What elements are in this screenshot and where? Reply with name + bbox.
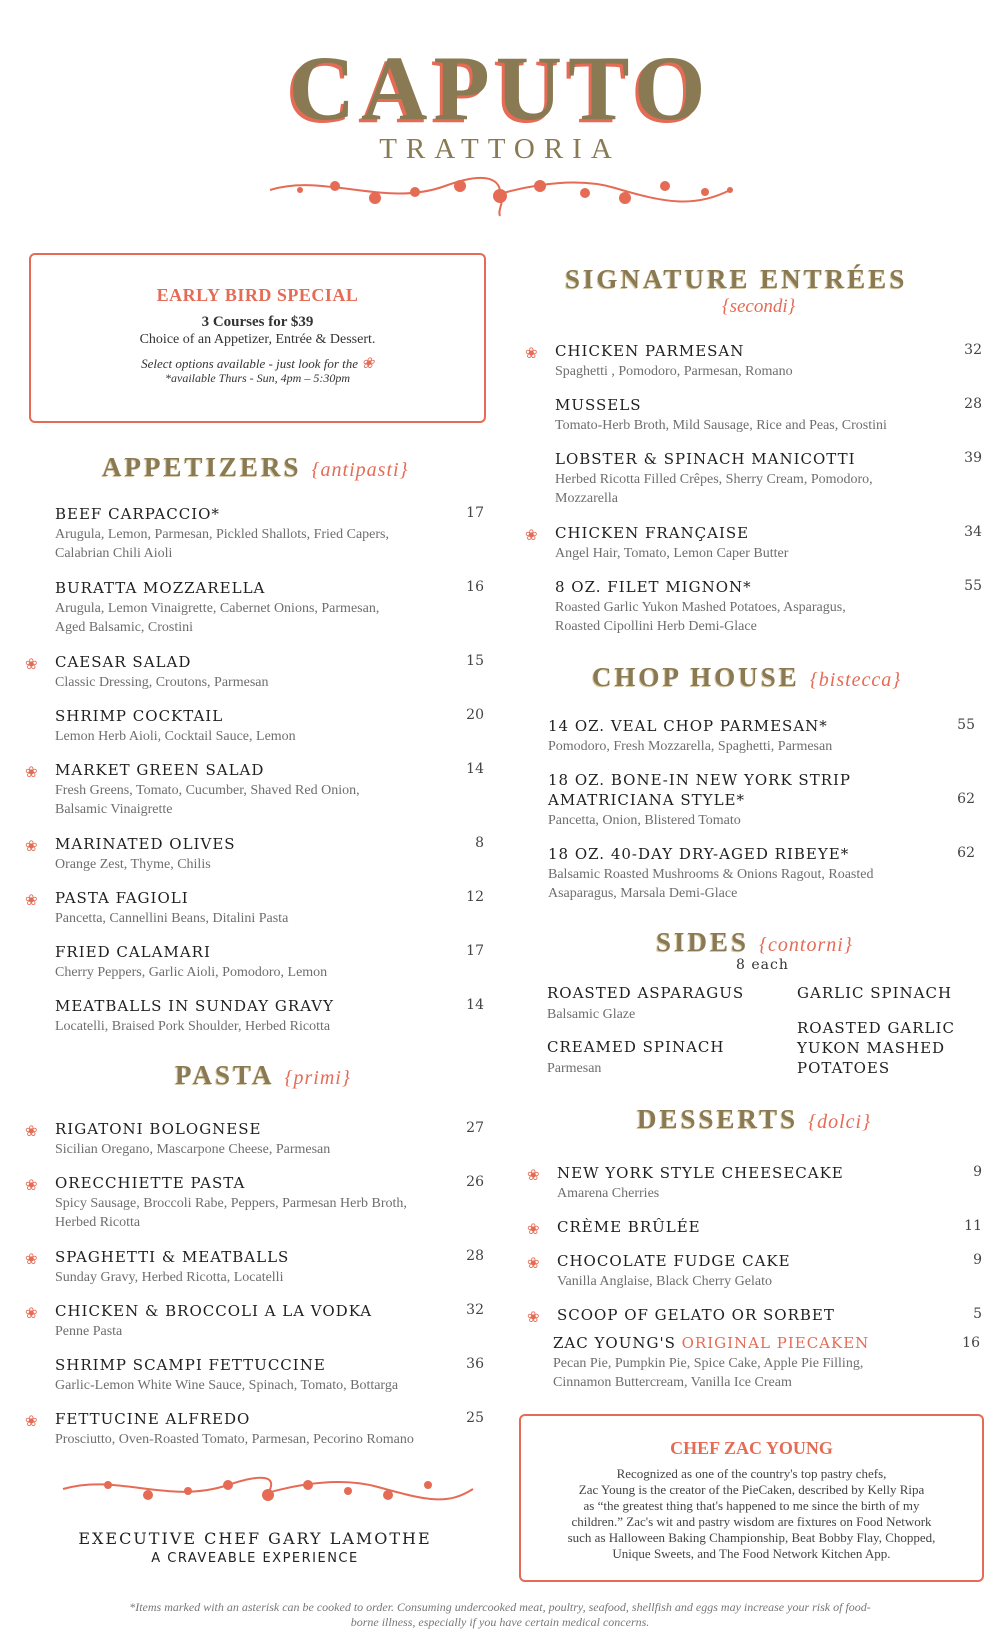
menu-item-price: 39: [964, 450, 982, 466]
menu-item-price: 28: [466, 1248, 484, 1264]
menu-item-desc: Pomodoro, Fresh Mozzarella, Spaghetti, Parmesan: [548, 739, 833, 754]
restaurant-subtitle: TRATTORIA: [379, 133, 621, 165]
menu-item-desc: Balsamic Vinaigrette: [55, 802, 173, 817]
menu-item-name: BEEF CARPACCIO*: [55, 505, 220, 523]
menu-item-desc: Roasted Garlic Yukon Mashed Potatoes, Asparagus,: [555, 600, 846, 615]
rose-icon: ❀: [25, 1412, 38, 1430]
menu-item-desc: Mozzarella: [555, 491, 618, 506]
menu-item-desc: Arugula, Lemon, Parmesan, Pickled Shallots, Fried Capers,: [55, 527, 389, 542]
menu-item-price: 26: [466, 1174, 484, 1190]
rose-icon: ❀: [525, 344, 538, 362]
vine-ornament-top-icon: [265, 168, 735, 218]
menu-item-desc: Sunday Gravy, Herbed Ricotta, Locatelli: [55, 1270, 284, 1285]
menu-item-name: CHICKEN PARMESAN: [555, 342, 745, 360]
side-name: CREAMED SPINACH: [547, 1038, 725, 1056]
restaurant-logo: CAPUTO: [288, 37, 712, 139]
menu-item-name: FETTUCINE ALFREDO: [55, 1410, 251, 1428]
menu-item-name: SPAGHETTI & MEATBALLS: [55, 1248, 290, 1266]
chef-bio-line: Recognized as one of the country's top pastry chefs,: [616, 1466, 887, 1481]
menu-item-name: CRÈME BRÛLÉE: [557, 1218, 701, 1236]
menu-item-price: 20: [466, 707, 484, 723]
rose-icon: ❀: [527, 1254, 540, 1272]
menu-item-price: 55: [957, 717, 975, 733]
chef-bio-line: Zac Young is the creator of the PieCaken, described by Kelly Ripa: [578, 1482, 925, 1497]
menu-item-name: CHICKEN & BROCCOLI A LA VODKA: [55, 1302, 373, 1320]
sides-price-note: 8 each: [736, 957, 789, 973]
early-bird-hours: *available Thurs - Sun, 4pm – 5:30pm: [165, 371, 350, 385]
menu-item-desc: Vanilla Anglaise, Black Cherry Gelato: [557, 1274, 772, 1289]
menu-item-name: RIGATONI BOLOGNESE: [55, 1120, 262, 1138]
menu-item-name: MARINATED OLIVES: [55, 835, 236, 853]
side-name: ROASTED ASPARAGUS: [547, 984, 745, 1002]
menu-item-name: FRIED CALAMARI: [55, 943, 211, 961]
menu-item-price: 55: [964, 578, 982, 594]
rose-icon: ❀: [25, 1176, 38, 1194]
menu-item-desc: Sicilian Oregano, Mascarpone Cheese, Parmesan: [55, 1142, 331, 1157]
menu-item-price: 9: [973, 1164, 982, 1180]
chef-bio-line: Unique Sweets, and The Food Network Kitchen App.: [612, 1546, 891, 1561]
menu-item-name: NEW YORK STYLE CHEESECAKE: [557, 1164, 844, 1182]
menu-item-name: 8 OZ. FILET MIGNON*: [555, 578, 752, 596]
rose-icon: ❀: [25, 891, 38, 909]
menu-item-desc: Tomato-Herb Broth, Mild Sausage, Rice and Peas, Crostini: [555, 418, 887, 433]
menu-item-name: SHRIMP SCAMPI FETTUCCINE: [55, 1356, 326, 1374]
menu-item-desc: Asaparagus, Marsala Demi-Glace: [548, 886, 738, 901]
side-name: GARLIC SPINACH: [797, 984, 953, 1002]
menu-item-price: 5: [973, 1306, 982, 1322]
piecaken-name: ZAC YOUNG'S ORIGINAL PIECAKEN: [553, 1334, 870, 1352]
menu-item-price: 32: [964, 342, 982, 358]
side-name: YUKON MASHED: [797, 1039, 946, 1057]
menu-item-price: 25: [466, 1410, 484, 1426]
menu-item-desc: Garlic-Lemon White Wine Sauce, Spinach, Tomato, Bottarga: [55, 1378, 399, 1393]
early-bird-price: 3 Courses for $39: [201, 314, 314, 330]
chef-zac-box: [519, 1414, 984, 1582]
side-name: ROASTED GARLIC: [797, 1019, 955, 1037]
menu-item-price: 14: [466, 997, 484, 1013]
menu-item-desc: Herbed Ricotta Filled Crêpes, Sherry Cream, Pomodoro,: [555, 472, 873, 487]
menu-item-price: 11: [964, 1218, 982, 1234]
section-title-chophouse: CHOP HOUSE {bistecca}: [592, 662, 902, 692]
rose-icon: ❀: [361, 356, 374, 372]
menu-item-desc: Aged Balsamic, Crostini: [55, 620, 194, 635]
menu-item-desc: Locatelli, Braised Pork Shoulder, Herbed Ricotta: [55, 1019, 331, 1034]
menu-item-price: 62: [957, 791, 975, 807]
piecaken-price: 16: [962, 1335, 980, 1351]
rose-icon: ❀: [25, 1304, 38, 1322]
chef-bio-line: such as Halloween Baking Championship, Beat Bobby Flay, Chopped,: [567, 1530, 936, 1545]
menu-item-desc: Pancetta, Onion, Blistered Tomato: [548, 813, 741, 828]
menu-item-desc: Fresh Greens, Tomato, Cucumber, Shaved Red Onion,: [55, 783, 360, 798]
menu-item-price: 15: [466, 653, 484, 669]
menu-item-price: 14: [466, 761, 484, 777]
menu-item-name: SCOOP OF GELATO OR SORBET: [557, 1306, 835, 1324]
section-subtitle-entrees: {secondi}: [722, 296, 796, 317]
rose-icon: ❀: [25, 837, 38, 855]
executive-chef: EXECUTIVE CHEF GARY LAMOTHE: [78, 1529, 432, 1548]
early-bird-choice: Choice of an Appetizer, Entrée & Dessert.: [139, 332, 376, 347]
menu-item-desc: Arugula, Lemon Vinaigrette, Cabernet Onions, Parmesan,: [55, 601, 380, 616]
menu-item-name: MARKET GREEN SALAD: [55, 761, 265, 779]
menu-item-desc: Herbed Ricotta: [55, 1215, 141, 1230]
menu-item-price: 8: [475, 835, 484, 851]
rose-icon: ❀: [25, 763, 38, 781]
menu-item-name: PASTA FAGIOLI: [55, 889, 189, 907]
menu-item-desc: Spicy Sausage, Broccoli Rabe, Peppers, Parmesan Herb Broth,: [55, 1196, 407, 1211]
side-desc: Balsamic Glaze: [547, 1007, 636, 1022]
menu-item-price: 28: [964, 396, 982, 412]
menu-item-desc: Angel Hair, Tomato, Lemon Caper Butter: [555, 546, 789, 561]
section-title-pasta: PASTA {primi}: [175, 1060, 351, 1090]
tagline: A CRAVEABLE EXPERIENCE: [151, 1551, 359, 1566]
chef-zac-title: CHEF ZAC YOUNG: [670, 1438, 833, 1458]
menu-item-price: 17: [466, 505, 484, 521]
rose-icon: ❀: [25, 1122, 38, 1140]
early-bird-box: [29, 253, 486, 423]
rose-icon: ❀: [527, 1166, 540, 1184]
rose-icon: ❀: [527, 1220, 540, 1238]
menu-item-desc: Amarena Cherries: [557, 1186, 660, 1201]
menu-item-name: MEATBALLS IN SUNDAY GRAVY: [55, 997, 335, 1015]
menu-item-desc: Prosciutto, Oven-Roasted Tomato, Parmesan, Pecorino Romano: [55, 1432, 414, 1447]
rose-icon: ❀: [25, 1250, 38, 1268]
menu-item-price: 27: [466, 1120, 484, 1136]
menu-item-desc: Orange Zest, Thyme, Chilis: [55, 857, 211, 872]
piecaken-desc: Cinnamon Buttercream, Vanilla Ice Cream: [553, 1375, 792, 1390]
chef-bio-line: children.” Zac's wit and pastry wisdom are fixtures on Food Network: [571, 1514, 932, 1529]
menu-item-name: ORECCHIETTE PASTA: [55, 1174, 246, 1192]
menu-item-desc: Penne Pasta: [55, 1324, 123, 1339]
menu-item-price: 36: [466, 1356, 484, 1372]
menu-item-desc: Classic Dressing, Croutons, Parmesan: [55, 675, 269, 690]
chef-bio-line: as “the greatest thing that's happened to me since the birth of my: [583, 1498, 920, 1513]
rose-icon: ❀: [525, 526, 538, 544]
footnote-line: *Items marked with an asterisk can be cooked to order. Consuming undercooked meat, poultry, seafood, shellfish and eggs may increase your risk of food-: [129, 1600, 871, 1614]
menu-item-desc: Cherry Peppers, Garlic Aioli, Pomodoro, Lemon: [55, 965, 328, 980]
menu-item-price: 12: [466, 889, 484, 905]
menu-item-desc: Lemon Herb Aioli, Cocktail Sauce, Lemon: [55, 729, 296, 744]
menu-item-name: CHICKEN FRANÇAISE: [555, 524, 750, 542]
menu-item-desc: Spaghetti , Pomodoro, Parmesan, Romano: [555, 364, 793, 379]
menu-item-name: 18 OZ. BONE-IN NEW YORK STRIP: [548, 771, 852, 789]
menu-item-price: 17: [466, 943, 484, 959]
rose-icon: ❀: [25, 655, 38, 673]
footnote-line: borne illness, especially if you have certain medical concerns.: [350, 1615, 650, 1629]
rose-icon: ❀: [527, 1308, 540, 1326]
menu-item-name: LOBSTER & SPINACH MANICOTTI: [555, 450, 856, 468]
menu-item-name: 18 OZ. 40-DAY DRY-AGED RIBEYE*: [548, 845, 850, 863]
menu-item-name: CHOCOLATE FUDGE CAKE: [557, 1252, 791, 1270]
menu-item-name: BURATTA MOZZARELLA: [55, 579, 266, 597]
menu-item-price: 34: [964, 524, 982, 540]
menu-item-desc: Roasted Cipollini Herb Demi-Glace: [555, 619, 757, 634]
section-title-appetizers: APPETIZERS {antipasti}: [102, 452, 409, 482]
menu-item-name: SHRIMP COCKTAIL: [55, 707, 224, 725]
menu-item-desc: Balsamic Roasted Mushrooms & Onions Ragout, Roasted: [548, 867, 874, 882]
menu-item-price: 62: [957, 845, 975, 861]
chef-zac-bio: [521, 1466, 982, 1562]
menu-item-price: 9: [973, 1252, 982, 1268]
early-bird-title: EARLY BIRD SPECIAL: [156, 285, 359, 305]
early-bird-options: Select options available - just look for the ❀: [141, 356, 374, 372]
menu-item-price: 16: [466, 579, 484, 595]
side-name: POTATOES: [797, 1059, 891, 1077]
section-title-desserts: DESSERTS {dolci}: [637, 1104, 872, 1134]
piecaken-desc: Pecan Pie, Pumpkin Pie, Spice Cake, Apple Pie Filling,: [553, 1356, 864, 1371]
menu-item-name: MUSSELS: [555, 396, 642, 414]
menu-item-price: 32: [466, 1302, 484, 1318]
section-title-sides: SIDES {contorni}: [656, 927, 853, 957]
section-title-entrees: SIGNATURE ENTRÉES: [565, 264, 908, 294]
menu-item-name: 14 OZ. VEAL CHOP PARMESAN*: [548, 717, 828, 735]
vine-ornament-bottom-icon: [58, 1471, 478, 1511]
side-desc: Parmesan: [547, 1061, 602, 1076]
menu-item-name: CAESAR SALAD: [55, 653, 192, 671]
menu-item-desc: Calabrian Chili Aioli: [55, 546, 173, 561]
menu-item-desc: Pancetta, Cannellini Beans, Ditalini Pasta: [55, 911, 289, 926]
menu-item-name: AMATRICIANA STYLE*: [548, 791, 745, 809]
